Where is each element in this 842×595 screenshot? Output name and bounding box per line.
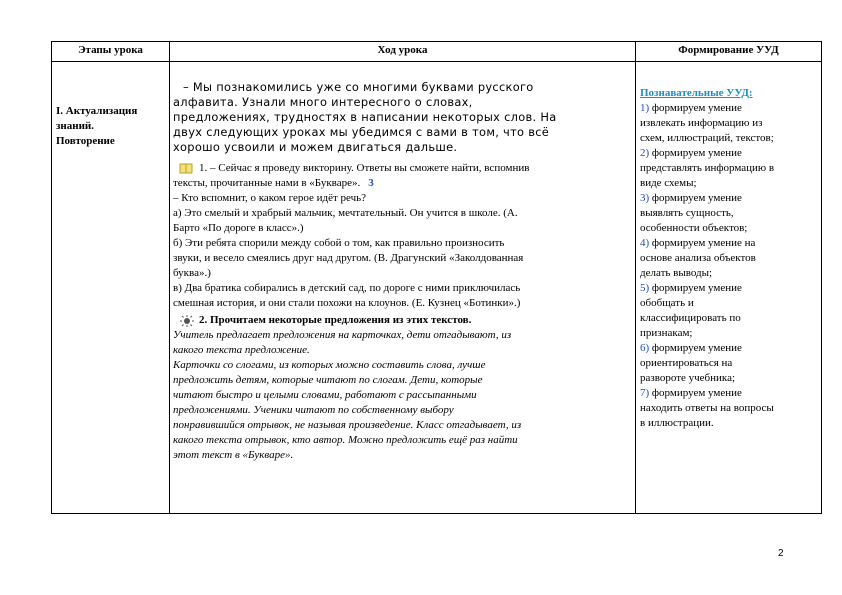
uud-item-number: 2): [640, 147, 652, 159]
uud-item-line: схем, иллюстраций, текстов;: [640, 132, 774, 144]
intro-line: хорошо усвоили и можем двигаться дальше.: [173, 140, 458, 154]
uud-item: [640, 281, 817, 341]
hero-line: б) Эти ребята спорили между собой о том, как правильно произносить: [173, 237, 505, 249]
uud-item-line: находить ответы на вопросы: [640, 402, 774, 414]
note-line: предложениями. Ученики читают по собственному выбору: [173, 404, 454, 416]
quiz-line-2-text: тексты, прочитанные нами в «Букваре».: [173, 177, 361, 189]
hero-line: а) Это смелый и храбрый мальчик, мечтательный. Он учится в школе. (А.: [173, 207, 518, 219]
uud-item-line: 6) формируем умение: [640, 342, 742, 354]
uud-item-line: извлекать информацию из: [640, 117, 763, 129]
uud-item: [640, 146, 817, 191]
uud-item-line: основе анализа объектов: [640, 252, 756, 264]
intro-line: предложениях, трудностях в написании некоторых слов. На: [173, 110, 557, 124]
uud-item-line: 1) формируем умение: [640, 102, 742, 114]
task2-line: 2. Прочитаем некоторые предложения из этих текстов.: [199, 314, 472, 326]
uud-item-number: 1): [640, 102, 652, 114]
hero-line: звуки, и весело смеялись друг над другом. (В. Драгунский «Заколдованная: [173, 252, 524, 264]
hero-line: – Кто вспомнит, о каком герое идёт речь?: [173, 192, 367, 204]
quiz-text: [173, 176, 632, 311]
uud-item-number: 3): [640, 192, 652, 204]
quiz-block: [173, 161, 632, 176]
uud-item-line: выявлять сущность,: [640, 207, 734, 219]
table-row: [52, 62, 822, 514]
uud-list: [640, 101, 817, 431]
hero-line: Барто «По дороге в класс».): [173, 222, 304, 234]
uud-item-number: 6): [640, 342, 652, 354]
stage-cell: [52, 62, 170, 514]
hero-line: смешная история, и они стали похожи на клоунов. (Е. Кузнец «Ботинки».): [173, 297, 521, 309]
course-cell: [170, 62, 636, 514]
book-icon: [179, 163, 193, 174]
uud-item-number: 4): [640, 237, 652, 249]
uud-cell: [636, 62, 822, 514]
uud-item-number: 5): [640, 282, 652, 294]
stage-line: Повторение: [56, 135, 115, 147]
quiz-line-2: [173, 176, 632, 191]
uud-item-number: 7): [640, 387, 652, 399]
header-row: [52, 42, 822, 62]
task2-block: [173, 313, 632, 328]
uud-item: [640, 191, 817, 236]
sun-icon: [179, 315, 193, 326]
note-line: читают быстро и целыми словами, работают с рассыпанными: [173, 389, 477, 401]
header-course: Ход урока: [170, 42, 636, 62]
stage-line: I. Актуализация: [56, 105, 138, 117]
note-line: Карточки со слогами, из которых можно составить слова, лучше: [173, 359, 486, 371]
header-stages: Этапы урока: [52, 42, 170, 62]
uud-title: Познавательные УУД:: [640, 87, 753, 99]
uud-item: [640, 341, 817, 386]
uud-item-line: развороте учебника;: [640, 372, 736, 384]
note-line: этот текст в «Букваре».: [173, 449, 294, 461]
uud-item-line: ориентироваться на: [640, 357, 733, 369]
intro-paragraph: [173, 80, 632, 155]
hero-line: в) Два братика собирались в детский сад, по дороге с ними приключилась: [173, 282, 521, 294]
intro-line: – Мы познакомились уже со многими буквами русского: [183, 80, 534, 94]
note-line: какого текста отрывок, кто автор. Можно предложить ещё раз найти: [173, 434, 518, 446]
header-uud: Формирование УУД: [636, 42, 822, 62]
uud-item-line: в иллюстрации.: [640, 417, 714, 429]
note-line: предложить детям, которые читают по слогам. Дети, которые: [173, 374, 483, 386]
intro-line: алфавита. Узнали много интересного о словах,: [173, 95, 473, 109]
quiz-line: 1. – Сейчас я проведу викторину. Ответы вы сможете найти, вспомнив: [199, 162, 530, 174]
uud-item-line: классифицировать по: [640, 312, 741, 324]
uud-item-line: особенности объектов;: [640, 222, 748, 234]
uud-item: [640, 386, 817, 431]
note-line: какого текста предложение.: [173, 344, 310, 356]
note-line: понравившийся отрывок, не называя произведение. Класс отгадывает, из: [173, 419, 522, 431]
quiz-number: 3: [368, 177, 374, 189]
hero-line: буква».): [173, 267, 211, 279]
stage-line: знаний.: [56, 120, 95, 132]
uud-item: [640, 236, 817, 281]
uud-item-line: делать выводы;: [640, 267, 713, 279]
uud-item-line: 3) формируем умение: [640, 192, 742, 204]
note-line: Учитель предлагает предложения на карточках, дети отгадывают, из: [173, 329, 512, 341]
uud-item-line: 5) формируем умение: [640, 282, 742, 294]
lesson-table: [51, 41, 822, 514]
intro-line: двух следующих уроках мы убедимся с вами в том, что всё: [173, 125, 550, 139]
page-number: 2: [778, 548, 784, 559]
uud-item-line: представлять информацию в: [640, 162, 775, 174]
uud-item-line: 4) формируем умение на: [640, 237, 756, 249]
uud-item-line: виде схемы;: [640, 177, 697, 189]
uud-item-line: 7) формируем умение: [640, 387, 742, 399]
teacher-notes: [173, 328, 632, 463]
uud-item-line: обобщать и: [640, 297, 694, 309]
uud-item: [640, 101, 817, 146]
uud-item-line: 2) формируем умение: [640, 147, 742, 159]
uud-item-line: признакам;: [640, 327, 693, 339]
